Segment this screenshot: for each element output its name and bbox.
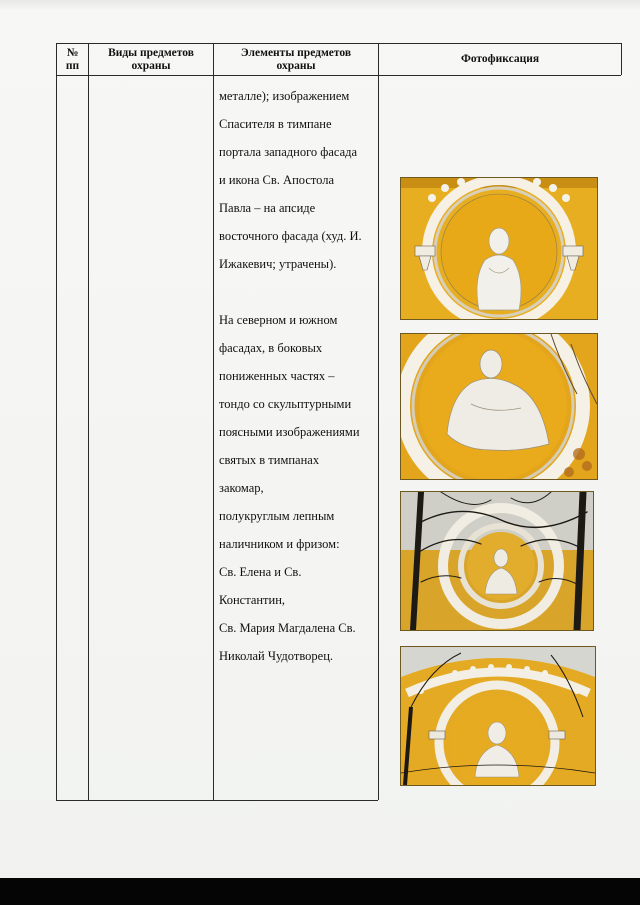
description-line: восточного фасада (худ. И. xyxy=(219,229,362,243)
description-line: Св. Елена и Св. xyxy=(219,565,302,579)
column-divider-1 xyxy=(88,43,89,800)
facade-relief-image xyxy=(401,647,595,785)
description-line: поясными изображениями xyxy=(219,425,360,439)
description-line: Николай Чудотворец. xyxy=(219,649,334,663)
header-protection-types: Виды предметов охраны xyxy=(108,46,194,72)
description-line: святых в тимпанах xyxy=(219,453,320,467)
header-photo-fixation: Фотофиксация xyxy=(460,53,540,65)
scan-top-shadow xyxy=(0,0,640,10)
description-line: наличником и фризом: xyxy=(219,537,340,551)
table-border-left xyxy=(56,43,57,800)
table-border-right xyxy=(621,43,622,75)
description-line: Ижакевич; утрачены). xyxy=(219,257,337,271)
scan-bottom-edge xyxy=(0,878,640,905)
facade-relief-image xyxy=(401,334,597,479)
photo-tondo-saint-nicholas xyxy=(400,646,596,786)
description-line: Константин, xyxy=(219,593,286,607)
description-line: Спасителя в тимпане xyxy=(219,117,332,131)
elements-description xyxy=(219,75,371,677)
photo-tondo-saint-constantine xyxy=(400,333,598,480)
description-line: портала западного фасада xyxy=(219,145,358,159)
description-line: Св. Мария Магдалена Св. xyxy=(219,621,356,635)
table-border-bottom xyxy=(56,800,378,801)
facade-relief-image xyxy=(401,178,597,319)
description-line: полукруглым лепным xyxy=(219,509,335,523)
description-line: закомар, xyxy=(219,481,264,495)
description-line: На северном и южном xyxy=(219,313,338,327)
photo-tondo-saint-elena xyxy=(400,177,598,320)
paragraph-gap xyxy=(219,285,371,299)
description-line: и икона Св. Апостола xyxy=(219,173,335,187)
description-line: Павла – на апсиде xyxy=(219,201,316,215)
column-divider-2 xyxy=(213,43,214,800)
description-line: металле); изображением xyxy=(219,89,350,103)
header-number: № пп xyxy=(65,46,80,72)
description-line: фасадах, в боковых xyxy=(219,341,323,355)
photo-tondo-behind-trees xyxy=(400,491,594,631)
column-divider-3 xyxy=(378,43,379,800)
facade-relief-image xyxy=(401,492,593,630)
header-protection-elements: Элементы предметов охраны xyxy=(240,46,352,72)
description-line: тондо со скульптурными xyxy=(219,397,352,411)
description-line: пониженных частях – xyxy=(219,369,335,383)
